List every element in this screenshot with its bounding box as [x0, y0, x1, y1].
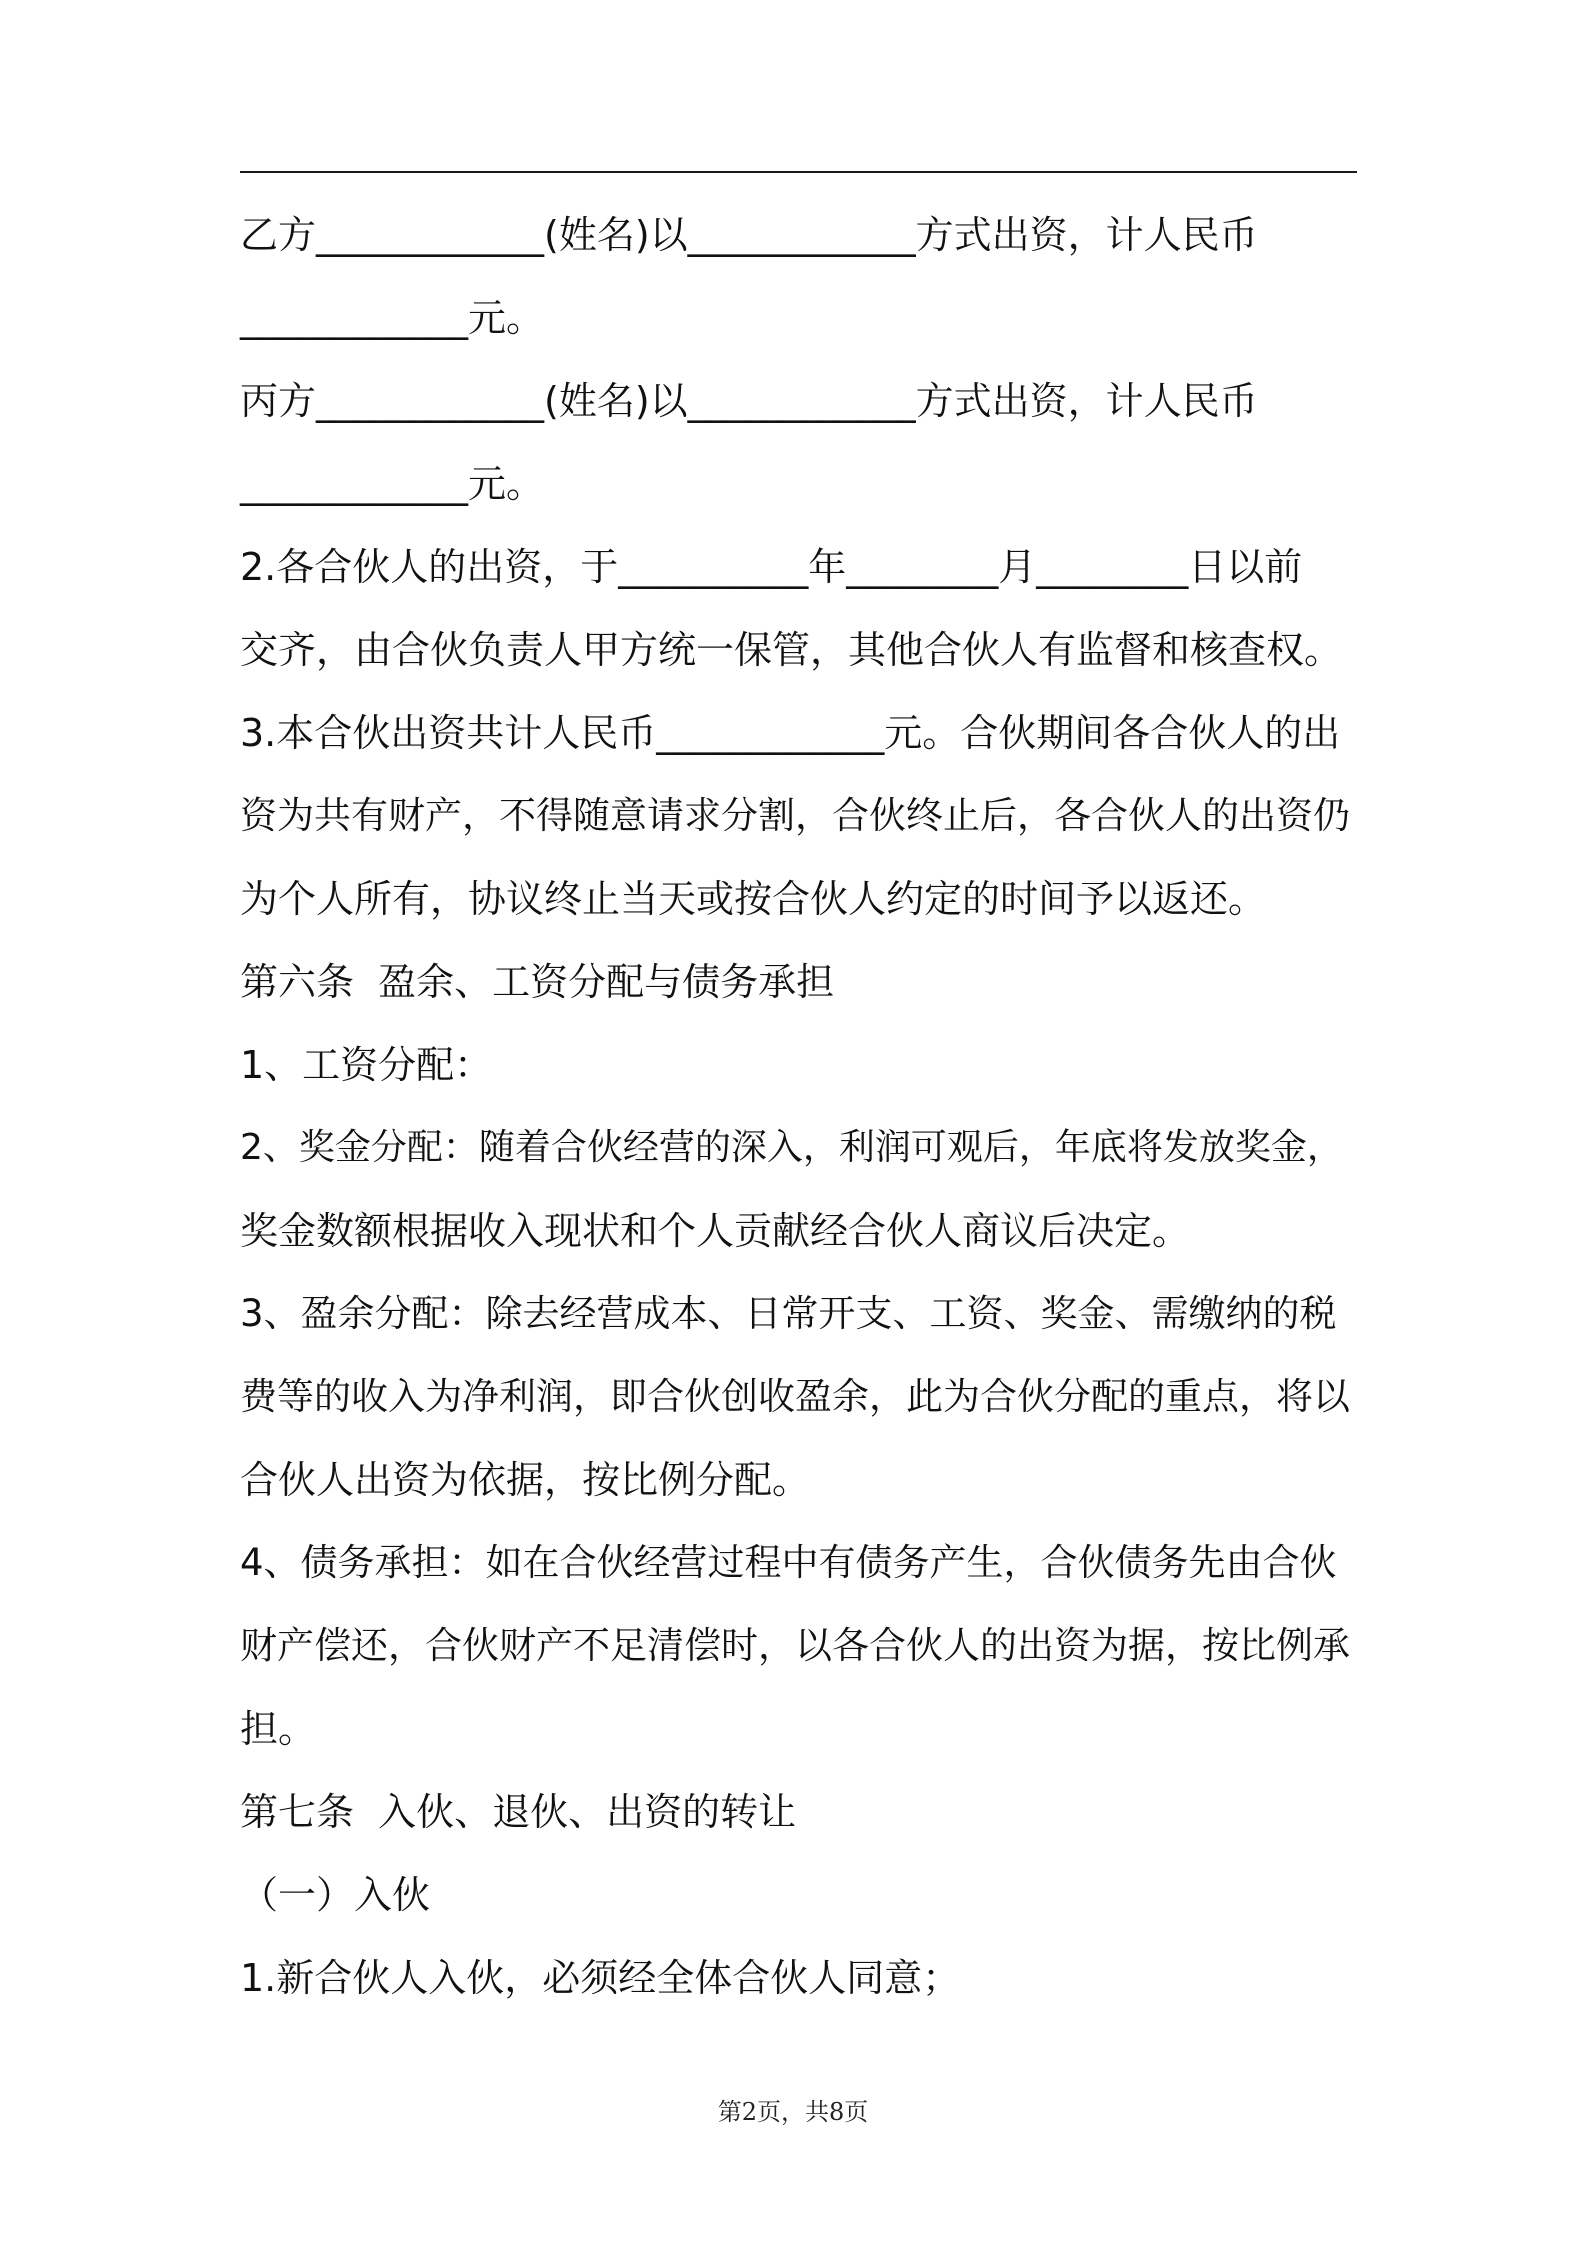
subsection-heading: （一）入伙	[240, 1873, 431, 1917]
text-line: 奖金数额根据收入现状和个人贡献经合伙人商议后决定。	[240, 1209, 1191, 1253]
text-line: 乙方____________(姓名)以____________方式出资，计人民币	[240, 213, 1258, 257]
text-line: 资为共有财产，不得随意请求分割，合伙终止后，各合伙人的出资仍	[240, 794, 1350, 837]
text-line: 财产偿还，合伙财产不足清偿时，以各合伙人的出资为据，按比例承	[240, 1624, 1350, 1667]
text-line: 1、工资分配：	[240, 1043, 493, 1087]
text-line: ____________元。	[240, 296, 545, 340]
page-number-footer: 第2页，共8页	[717, 2098, 869, 2126]
text-line: 1.新合伙人入伙，必须经全体合伙人同意；	[240, 1956, 961, 2000]
text-line: 3.本合伙出资共计人民币____________元。合伙期间各合伙人的出	[240, 711, 1341, 755]
text-line: 3、盈余分配：除去经营成本、日常开支、工资、奖金、需缴纳的税	[240, 1292, 1337, 1335]
text-line: 担。	[240, 1707, 317, 1751]
text-line: 2.各合伙人的出资，于__________年________月________日以前	[240, 545, 1303, 589]
section-heading: 第七条 入伙、退伙、出资的转让	[240, 1790, 797, 1834]
text-line: ____________元。	[240, 462, 545, 506]
section-heading: 第六条 盈余、工资分配与债务承担	[240, 960, 835, 1004]
header-rule	[240, 171, 1357, 173]
text-line: 为个人所有，协议终止当天或按合伙人约定的时间予以返还。	[240, 877, 1267, 921]
text-line: 合伙人出资为依据，按比例分配。	[240, 1458, 811, 1502]
text-line: 4、债务承担：如在合伙经营过程中有债务产生，合伙债务先由合伙	[240, 1541, 1337, 1584]
text-line: 费等的收入为净利润，即合伙创收盈余，此为合伙分配的重点，将以	[240, 1375, 1350, 1418]
text-line: 2、奖金分配：随着合伙经营的深入，利润可观后，年底将发放奖金，	[240, 1127, 1343, 1168]
text-line: 交齐，由合伙负责人甲方统一保管，其他合伙人有监督和核查权。	[240, 628, 1343, 672]
text-line: 丙方____________(姓名)以____________方式出资，计人民币	[240, 379, 1258, 423]
